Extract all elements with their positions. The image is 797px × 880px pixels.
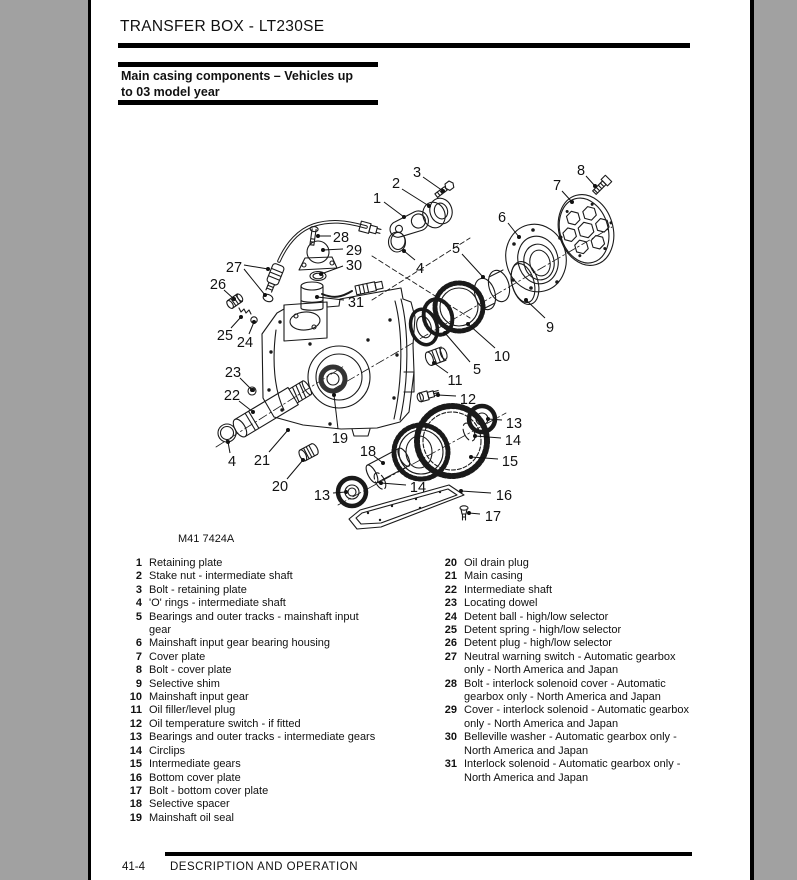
section-title-line2: to 03 model year [121, 84, 220, 99]
callout-23: 23 [224, 365, 242, 381]
part-description: Detent plug - high/low selector [464, 637, 612, 650]
part-number: 17 [129, 784, 142, 797]
part-list-item [437, 651, 745, 678]
part-list-item [122, 785, 430, 798]
part-number: 23 [444, 597, 457, 610]
part-list-item [122, 772, 430, 785]
part-list-item [437, 758, 745, 785]
part-number: 13 [129, 731, 142, 744]
oil-seal-drawing [321, 367, 345, 391]
part-description: Bearings and outer tracks - mainshaft input gear [149, 610, 359, 637]
part-number: 5 [135, 610, 142, 623]
part-number: 18 [129, 798, 142, 811]
right-page-margin [750, 0, 797, 880]
part-description: Cover plate [149, 650, 206, 663]
page-title: TRANSFER BOX - LT230SE [120, 18, 325, 35]
part-description: Bolt - cover plate [149, 664, 232, 677]
part-number: 26 [444, 637, 457, 650]
part-description: Bolt - interlock solenoid cover - Automatic gearbox only - North America and Japan [464, 677, 666, 704]
part-list-item [122, 570, 430, 583]
callout-10: 10 [493, 349, 511, 365]
part-description: Circlips [149, 744, 186, 757]
callout-4: 4 [227, 454, 237, 470]
callout-9: 9 [545, 320, 555, 336]
part-description: Interlock solenoid - Automatic gearbox only - North America and Japan [464, 758, 681, 784]
header-rule [118, 43, 690, 48]
callout-14: 14 [504, 433, 522, 449]
part-description: Oil drain plug [464, 557, 529, 569]
part-list-item [122, 611, 430, 638]
part-description: Bearings and outer tracks - intermediate gears [149, 731, 376, 744]
callout-7: 7 [552, 178, 562, 194]
part-number: 10 [129, 691, 142, 704]
part-number: 14 [129, 744, 142, 757]
part-list-item [437, 678, 745, 705]
callout-26: 26 [209, 277, 227, 293]
footer-section-title: DESCRIPTION AND OPERATION [170, 861, 359, 873]
part-description: Intermediate shaft [464, 583, 553, 596]
part-description: Bolt - retaining plate [149, 583, 247, 596]
part-list-item [437, 731, 745, 758]
part-number: 16 [129, 771, 142, 784]
callout-3: 3 [412, 165, 422, 181]
callout-15: 15 [501, 454, 519, 470]
callout-24: 24 [236, 335, 254, 351]
part-number: 22 [444, 583, 457, 596]
part-list-item [437, 597, 745, 610]
part-list-item [122, 798, 430, 811]
part-description: Retaining plate [149, 557, 223, 569]
part-description: Detent ball - high/low selector [464, 610, 609, 623]
part-description: Bottom cover plate [149, 771, 241, 784]
part-description: Cover - interlock solenoid - Automatic gearbox only - North America and Japan [464, 704, 689, 730]
main-casing-drawing [262, 288, 415, 436]
callout-13: 13 [505, 416, 523, 432]
part-number: 2 [135, 570, 142, 583]
part-number: 11 [130, 704, 142, 717]
part-description: Main casing [464, 570, 523, 583]
part-description: Oil temperature switch - if fitted [149, 717, 301, 730]
callout-14: 14 [409, 480, 427, 496]
footer-rule [165, 852, 692, 856]
part-list-item [437, 637, 745, 650]
part-list-item [437, 557, 745, 570]
part-number: 6 [135, 637, 142, 650]
callout-8: 8 [576, 163, 586, 179]
intermediate-shaft-drawing [231, 378, 315, 439]
diagram-line-art [216, 175, 622, 529]
part-list-item [122, 678, 430, 691]
part-number: 9 [135, 677, 142, 690]
part-description: Neutral warning switch - Automatic gearbox only - North America and Japan [464, 650, 676, 677]
callout-1: 1 [372, 191, 382, 207]
part-list-item [437, 624, 745, 637]
part-list-item [122, 745, 430, 758]
callout-5: 5 [451, 241, 461, 257]
plugs-drawing [416, 346, 449, 402]
callout-2: 2 [391, 176, 401, 192]
part-number: 19 [129, 811, 142, 824]
part-description: Belleville washer - Automatic gearbox only - North America and Japan [464, 731, 677, 757]
part-list-item [437, 704, 745, 731]
part-number: 12 [129, 717, 142, 730]
part-number: 21 [444, 570, 457, 583]
part-number: 29 [444, 704, 457, 717]
part-description: Stake nut - intermediate shaft [149, 570, 293, 583]
section-title-line1: Main casing components – Vehicles up [121, 69, 354, 83]
part-list-item [122, 758, 430, 771]
part-description: Mainshaft input gear bearing housing [149, 637, 331, 650]
callout-20: 20 [271, 479, 289, 495]
callout-29: 29 [345, 243, 363, 259]
section-box-bottom-rule [118, 100, 378, 105]
part-description: Mainshaft oil seal [149, 811, 234, 824]
callout-30: 30 [345, 258, 363, 274]
callout-12: 12 [459, 392, 477, 408]
part-number: 15 [129, 758, 142, 771]
part-list-item [122, 557, 430, 570]
part-list-item [122, 812, 430, 825]
callout-25: 25 [216, 328, 234, 344]
part-description: Bolt - bottom cover plate [149, 784, 269, 797]
callout-13: 13 [313, 488, 331, 504]
part-description: Detent spring - high/low selector [464, 624, 622, 637]
part-description: Intermediate gears [149, 758, 241, 771]
part-description: Selective shim [149, 677, 220, 690]
callout-5: 5 [472, 362, 482, 378]
part-list-item [122, 731, 430, 744]
exploded-diagram [92, 130, 750, 540]
part-description: Oil filler/level plug [149, 704, 236, 717]
parts-list-right [437, 557, 745, 785]
part-list-item [122, 691, 430, 704]
part-description: Selective spacer [149, 798, 230, 811]
part-number: 28 [444, 677, 457, 690]
part-description: 'O' rings - intermediate shaft [149, 597, 286, 610]
part-list-item [437, 584, 745, 597]
callout-11: 11 [447, 373, 463, 389]
part-list-item [122, 637, 430, 650]
part-number: 7 [135, 650, 142, 663]
part-list-item [122, 597, 430, 610]
part-number: 30 [444, 731, 457, 744]
part-list-item [122, 718, 430, 731]
callout-22: 22 [223, 388, 241, 404]
part-number: 31 [444, 758, 457, 771]
footer-page-number: 41-4 [122, 861, 146, 873]
o-ring-bottom-drawing [218, 424, 236, 442]
callout-6: 6 [497, 210, 507, 226]
section-box-top-rule [118, 62, 378, 67]
part-number: 25 [444, 624, 457, 637]
left-page-margin [0, 0, 91, 880]
callout-31: 31 [347, 295, 365, 311]
part-list-item [122, 704, 430, 717]
callout-16: 16 [495, 488, 513, 504]
part-number: 27 [444, 650, 457, 663]
part-list-item [122, 584, 430, 597]
part-number: 24 [444, 610, 457, 623]
part-list-item [122, 664, 430, 677]
part-number: 20 [444, 557, 457, 569]
section-title [121, 69, 383, 100]
callout-21: 21 [253, 453, 271, 469]
part-number: 8 [135, 664, 142, 677]
part-list-item [437, 611, 745, 624]
callout-27: 27 [225, 260, 243, 276]
callout-4: 4 [415, 261, 425, 277]
callout-17: 17 [484, 509, 502, 525]
callout-28: 28 [332, 230, 350, 246]
part-list-item [122, 651, 430, 664]
part-description: Locating dowel [464, 597, 538, 610]
part-list-item [437, 570, 745, 583]
callout-19: 19 [331, 431, 349, 447]
part-number: 4 [135, 597, 142, 610]
part-number: 1 [135, 557, 142, 569]
callout-18: 18 [359, 444, 377, 460]
part-description: Mainshaft input gear [149, 691, 249, 704]
figure-caption: M41 7424A [178, 533, 235, 545]
part-number: 3 [135, 583, 142, 596]
parts-list-left [122, 557, 430, 825]
